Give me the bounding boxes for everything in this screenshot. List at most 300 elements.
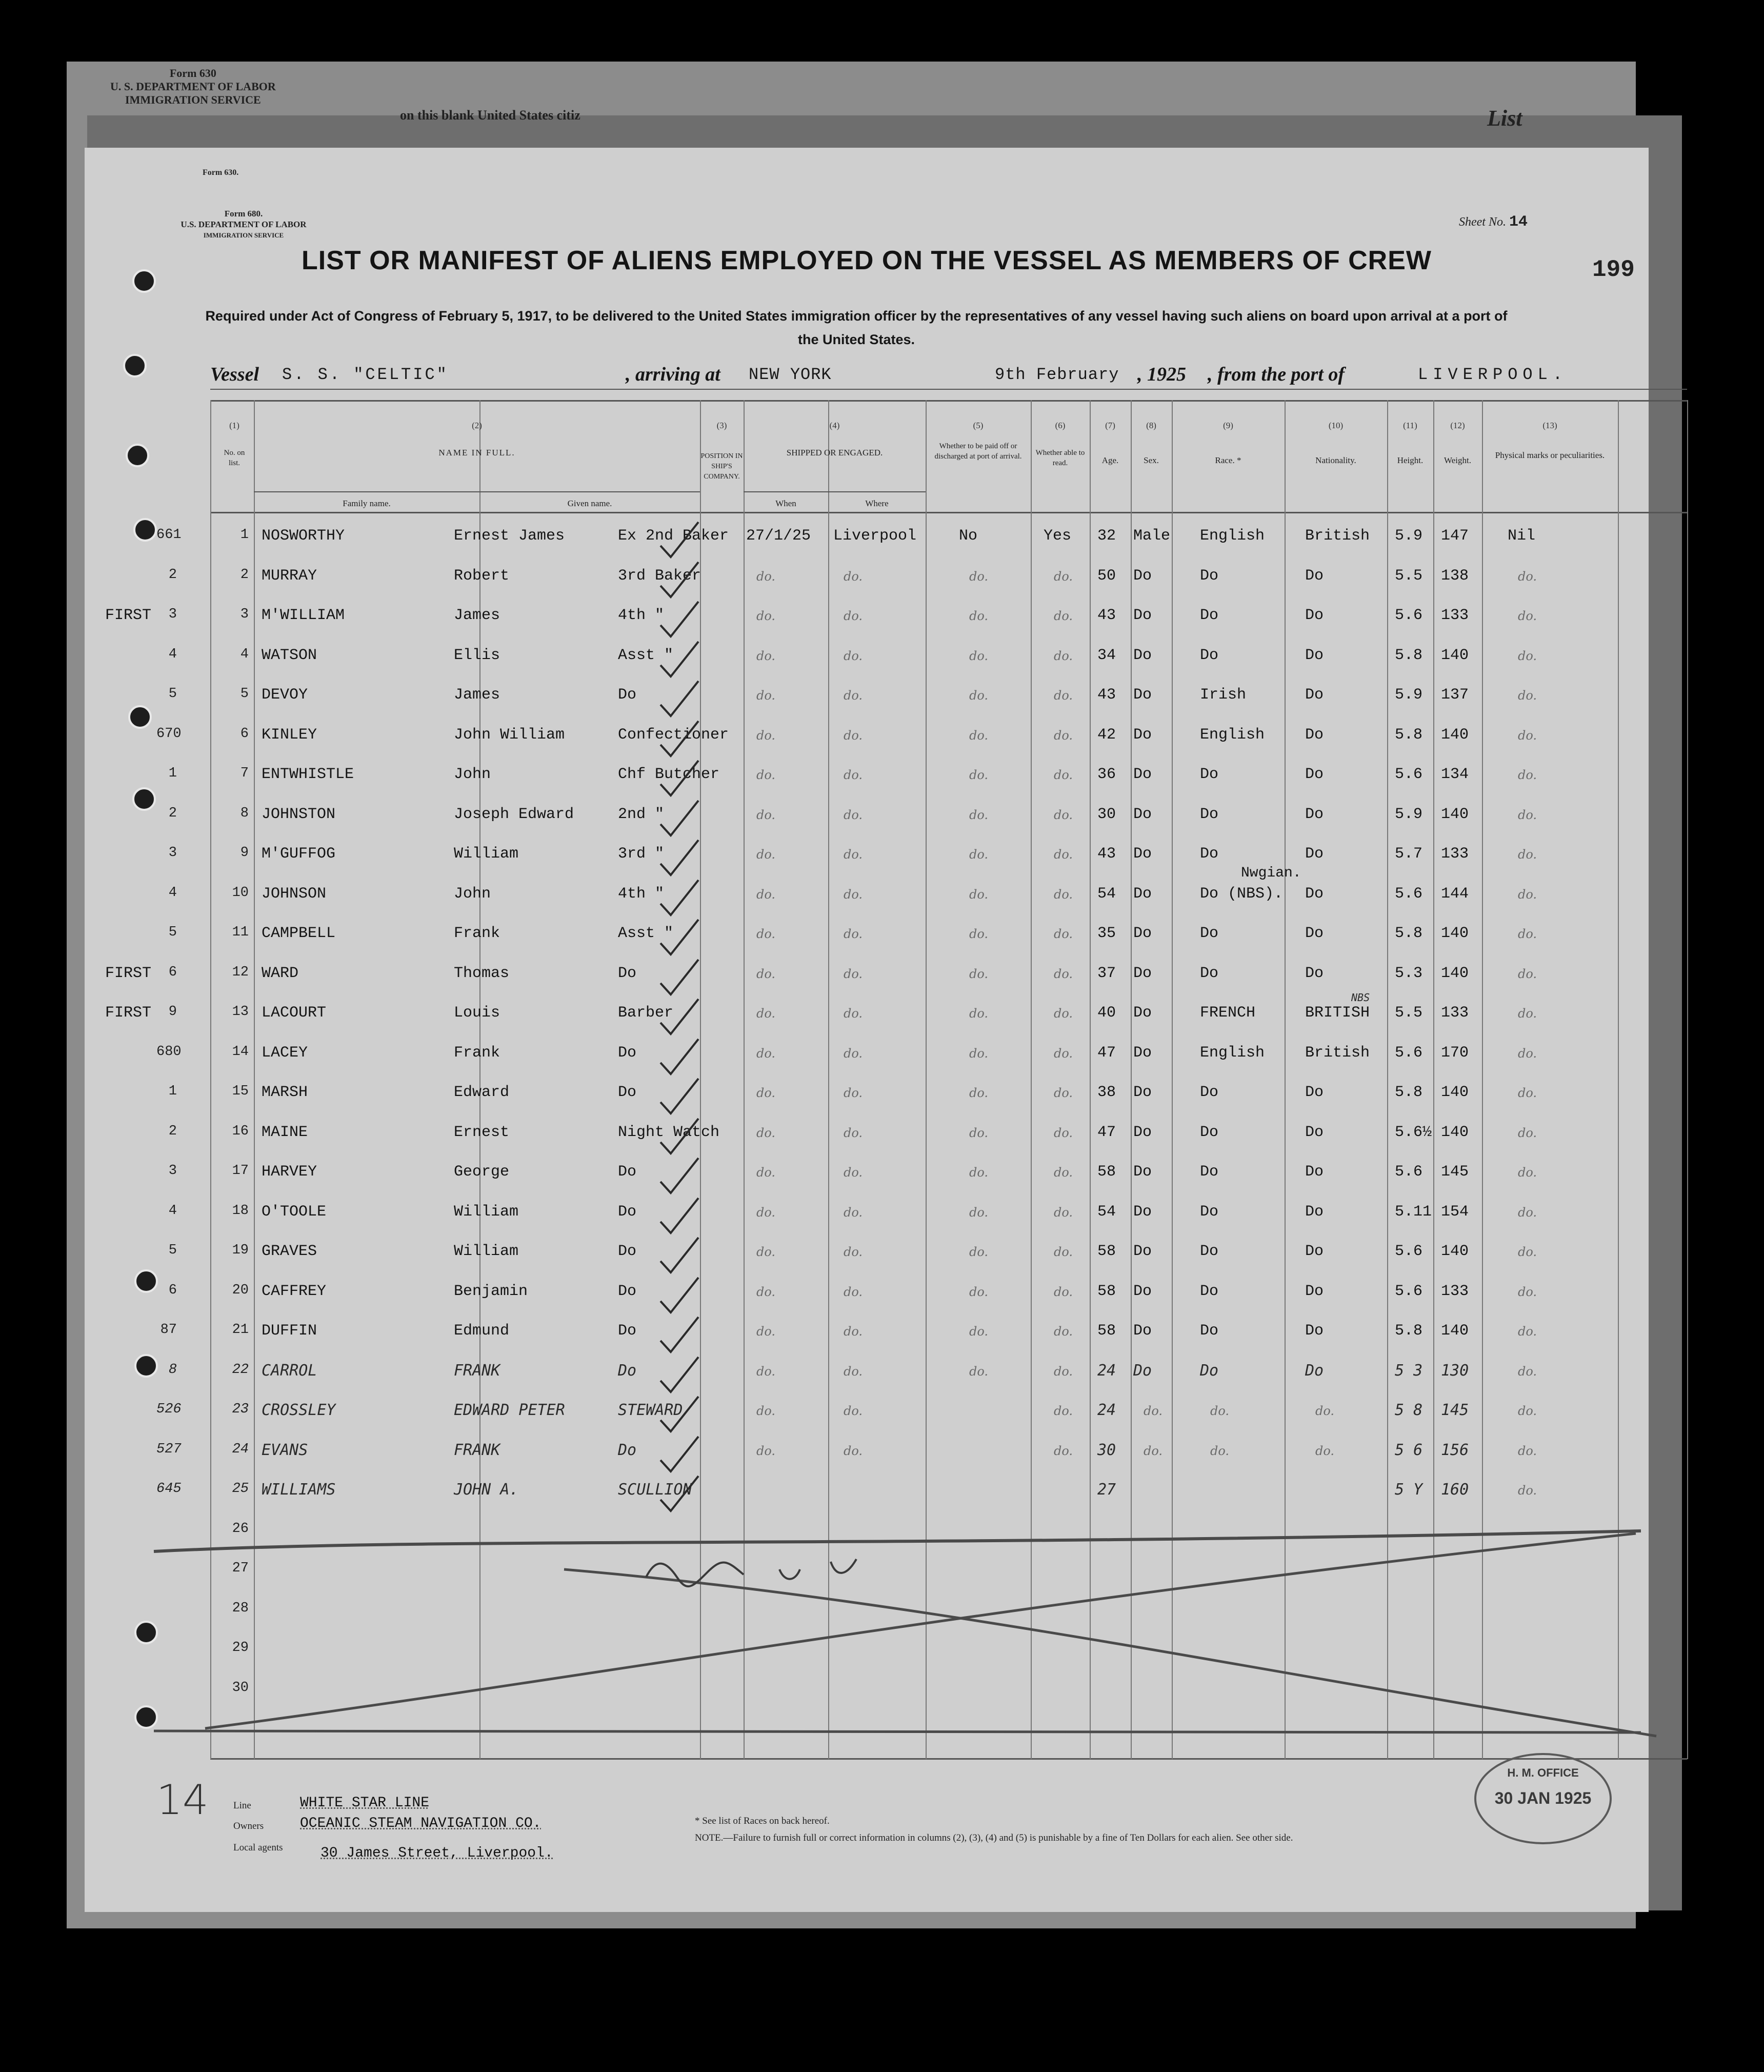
list-number: 30 — [232, 1680, 249, 1696]
family-name: WARD — [262, 964, 299, 982]
shipped-when: do. — [756, 728, 776, 743]
sex: Do — [1133, 1163, 1152, 1181]
paid-off: do. — [969, 609, 989, 623]
given-name: George — [454, 1163, 510, 1181]
height: 5.8 — [1395, 726, 1423, 744]
given-name: Edmund — [454, 1322, 510, 1340]
list-number: 2 — [240, 567, 249, 583]
nationality: Do — [1305, 567, 1324, 585]
position: Do — [618, 686, 637, 704]
list-number: 29 — [232, 1640, 249, 1656]
paid-off: do. — [969, 807, 989, 822]
col3-num: (3) — [716, 421, 727, 430]
given-name: JOHN A. — [454, 1481, 519, 1499]
position: Do — [618, 1243, 637, 1260]
family-name: O'TOOLE — [262, 1203, 327, 1221]
shipped-when: do. — [756, 1205, 776, 1220]
able-to-read: do. — [1054, 847, 1073, 862]
nationality: Do — [1305, 845, 1324, 863]
shipped-when: do. — [756, 688, 776, 703]
list-number: 23 — [232, 1402, 249, 1417]
shipped-when: do. — [756, 1245, 776, 1259]
physical-marks: do. — [1518, 927, 1537, 941]
margin-list-number: 526 — [156, 1402, 182, 1417]
able-to-read: do. — [1054, 1245, 1073, 1259]
shipped-where: do. — [844, 1284, 863, 1299]
shipped-where: do. — [844, 728, 863, 743]
back-service: IMMIGRATION SERVICE — [125, 93, 261, 106]
from-label: , from the port of — [1208, 364, 1345, 385]
position: Asst " — [618, 646, 674, 664]
height: 5.5 — [1395, 1004, 1423, 1022]
able-to-read: do. — [1054, 1165, 1073, 1180]
position: Do — [618, 1322, 637, 1340]
arriving-label: , arriving at — [626, 364, 720, 385]
age: 54 — [1097, 1203, 1116, 1221]
vessel-name: S. S. "CELTIC" — [282, 365, 449, 384]
list-number: 24 — [232, 1441, 249, 1457]
shipped-where: do. — [844, 1165, 863, 1180]
shipped-when: do. — [756, 1443, 776, 1458]
position: 3rd " — [618, 845, 665, 863]
weight: 133 — [1441, 607, 1469, 624]
weight: 144 — [1441, 885, 1469, 903]
margin-list-number: 527 — [156, 1441, 182, 1457]
list-number: 19 — [232, 1243, 249, 1258]
paid-off: do. — [969, 1125, 989, 1140]
physical-marks: do. — [1518, 688, 1537, 703]
weight: 147 — [1441, 527, 1469, 545]
margin-list-number: 2 — [168, 1123, 177, 1139]
given-name: Ellis — [454, 646, 500, 664]
physical-marks: do. — [1518, 887, 1537, 902]
height: 5.6 — [1395, 607, 1423, 624]
shipped-when: do. — [756, 1364, 776, 1379]
shipped-where: do. — [844, 927, 863, 941]
sheet-number-label: Sheet No. — [1459, 215, 1506, 229]
family-name: ENTWHISTLE — [262, 766, 354, 783]
sex: do. — [1144, 1404, 1163, 1418]
family-name: LACEY — [262, 1044, 308, 1062]
race: Do (NBS). — [1200, 885, 1284, 903]
able-to-read: do. — [1054, 728, 1073, 743]
family-name: CROSSLEY — [262, 1401, 336, 1419]
paid-off: do. — [969, 569, 989, 584]
col8-num: (8) — [1146, 421, 1156, 430]
list-number: 1 — [240, 527, 249, 543]
given-name: Louis — [454, 1004, 500, 1022]
nationality: British — [1305, 527, 1370, 545]
position: 4th " — [618, 607, 665, 624]
shipped-when: do. — [756, 966, 776, 981]
paid-off: do. — [969, 768, 989, 782]
list-number: 22 — [232, 1362, 249, 1378]
sex: Do — [1133, 1123, 1152, 1141]
sex: Do — [1133, 805, 1152, 823]
col9-label: Race. * — [1215, 455, 1241, 465]
paid-off: do. — [969, 1165, 989, 1180]
able-to-read: do. — [1054, 1324, 1073, 1339]
able-to-read: do. — [1054, 927, 1073, 941]
sheet-number-value: 14 — [1509, 213, 1528, 231]
physical-marks: do. — [1518, 1364, 1537, 1379]
age: 36 — [1097, 766, 1116, 783]
shipped-where: do. — [844, 1443, 863, 1458]
able-to-read: do. — [1054, 1205, 1073, 1220]
height: 5.6 — [1395, 885, 1423, 903]
family-name: CARROL — [262, 1361, 317, 1380]
nationality: Do — [1305, 805, 1324, 823]
age: 43 — [1097, 686, 1116, 704]
shipped-where: do. — [844, 569, 863, 584]
shipped-where: do. — [844, 1245, 863, 1259]
shipped-where: do. — [844, 966, 863, 981]
weight: 140 — [1441, 805, 1469, 823]
physical-marks: do. — [1518, 1284, 1537, 1299]
shipped-when: do. — [756, 1404, 776, 1418]
family-name: WILLIAMS — [262, 1481, 336, 1499]
physical-marks: do. — [1518, 1165, 1537, 1180]
col6-num: (6) — [1055, 421, 1066, 430]
nationality: Do — [1305, 1163, 1324, 1181]
family-name: MARSH — [262, 1084, 308, 1101]
height: 5.6 — [1395, 1282, 1423, 1300]
shipped-where: do. — [844, 1404, 863, 1418]
able-to-read: do. — [1054, 1086, 1073, 1100]
family-name: WATSON — [262, 646, 317, 664]
list-number: 13 — [232, 1004, 249, 1020]
manifest-subtitle: Required under Act of Congress of February 5, 1917, to be delivered to the United States immigration officer by the representatives of any vessel having such aliens on board upon arrival at a port of the United States. — [205, 308, 1508, 347]
nationality: Do — [1305, 726, 1324, 744]
margin-list-number: 2 — [168, 805, 177, 821]
margin-list-number: 670 — [156, 726, 182, 742]
race: English — [1200, 527, 1265, 545]
class-label: FIRST — [105, 964, 152, 982]
weight: 138 — [1441, 567, 1469, 585]
height: 5.9 — [1395, 686, 1423, 704]
age: 30 — [1097, 805, 1116, 823]
physical-marks: do. — [1518, 1245, 1537, 1259]
margin-list-number: 645 — [156, 1481, 182, 1497]
list-number: 14 — [232, 1044, 249, 1060]
given-name: FRANK — [454, 1361, 500, 1380]
shipped-when: do. — [756, 1086, 776, 1100]
race: Do — [1200, 964, 1219, 982]
col7-label: Age. — [1101, 455, 1119, 465]
sex: Male — [1133, 527, 1171, 545]
sex: Do — [1133, 1004, 1152, 1022]
paid-off: do. — [969, 1364, 989, 1379]
age: 40 — [1097, 1004, 1116, 1022]
position: SCULLION — [618, 1481, 692, 1499]
age: 58 — [1097, 1322, 1116, 1340]
shipped-where: do. — [844, 609, 863, 623]
shipped-when: do. — [756, 847, 776, 862]
shipped-when: do. — [756, 807, 776, 822]
weight: 140 — [1441, 925, 1469, 942]
weight: 140 — [1441, 964, 1469, 982]
given-name: Robert — [454, 567, 510, 585]
shipped-when: do. — [756, 927, 776, 941]
shipped-when: do. — [756, 768, 776, 782]
height: 5 6 — [1395, 1441, 1423, 1459]
list-number: 25 — [232, 1481, 249, 1497]
sex: Do — [1133, 766, 1152, 783]
sex: Do — [1133, 1044, 1152, 1062]
race: Do — [1200, 845, 1219, 863]
age: 43 — [1097, 845, 1116, 863]
physical-marks: Nil — [1508, 527, 1536, 545]
age: 54 — [1097, 885, 1116, 903]
nationality: do. — [1315, 1404, 1335, 1418]
col12-num: (12) — [1450, 421, 1465, 430]
margin-list-number: 4 — [168, 1203, 177, 1219]
stamp-date: 30 JAN 1925 — [1494, 1789, 1592, 1807]
shipped-where: do. — [844, 1006, 863, 1021]
sex: Do — [1133, 885, 1152, 903]
race: Do — [1200, 925, 1219, 942]
weight: 170 — [1441, 1044, 1469, 1062]
margin-list-number: 9 — [168, 1004, 177, 1020]
col13-num: (13) — [1542, 421, 1557, 430]
list-number: 6 — [240, 726, 249, 742]
col2-family-label: Family name. — [343, 499, 391, 508]
margin-list-number: 1 — [168, 1084, 177, 1099]
vessel-label: Vessel — [210, 364, 259, 385]
paid-off: do. — [969, 1205, 989, 1220]
position: Asst " — [618, 925, 674, 942]
margin-list-number: 2 — [168, 567, 177, 583]
family-name: EVANS — [262, 1441, 308, 1459]
sex: Do — [1133, 1084, 1152, 1101]
list-number: 3 — [240, 607, 249, 622]
nationality: Do — [1305, 1322, 1324, 1340]
race: do. — [1210, 1404, 1230, 1418]
nationality: do. — [1315, 1443, 1335, 1458]
paid-off: do. — [969, 1245, 989, 1259]
col10-label: Nationality. — [1315, 455, 1356, 465]
line-label: Line — [233, 1800, 251, 1811]
physical-marks: do. — [1518, 648, 1537, 663]
position: 3rd Baker — [618, 567, 701, 585]
race-note: Nwgian. — [1241, 865, 1301, 881]
position: Confectioner — [618, 726, 729, 744]
race: Do — [1200, 1243, 1219, 1260]
race: Do — [1200, 646, 1219, 664]
sex: Do — [1133, 1243, 1152, 1260]
able-to-read: do. — [1054, 1404, 1073, 1418]
height: 5.6 — [1395, 1163, 1423, 1181]
age: 58 — [1097, 1163, 1116, 1181]
family-name: MAINE — [262, 1123, 308, 1141]
family-name: M'GUFFOG — [262, 845, 336, 863]
back-sheet-text: on this blank United States citiz — [400, 108, 580, 123]
shipped-when: 27/1/25 — [746, 527, 811, 545]
col6-label: Whether able to read. — [1035, 449, 1085, 467]
paid-off: do. — [969, 966, 989, 981]
sex: Do — [1133, 686, 1152, 704]
height: 5.9 — [1395, 805, 1423, 823]
age: 47 — [1097, 1123, 1116, 1141]
col1-num: (1) — [229, 421, 239, 430]
physical-marks: do. — [1518, 1205, 1537, 1220]
race: Do — [1200, 766, 1219, 783]
height: 5.6 — [1395, 766, 1423, 783]
height: 5.8 — [1395, 646, 1423, 664]
paid-off: do. — [969, 847, 989, 862]
age: 27 — [1097, 1481, 1116, 1499]
margin-list-number: 6 — [168, 964, 177, 980]
paid-off: do. — [969, 1324, 989, 1339]
nationality: Do — [1305, 686, 1324, 704]
shipped-where: do. — [844, 648, 863, 663]
nationality: Do — [1305, 766, 1324, 783]
dept-label: U.S. DEPARTMENT OF LABOR — [181, 220, 307, 229]
shipped-where: do. — [844, 847, 863, 862]
given-name: John — [454, 766, 491, 783]
physical-marks: do. — [1518, 1086, 1537, 1100]
margin-list-number: 3 — [168, 1163, 177, 1179]
race: FRENCH — [1200, 1004, 1256, 1022]
margin-list-number: 6 — [168, 1282, 177, 1298]
height: 5 Y — [1395, 1481, 1423, 1499]
physical-marks: do. — [1518, 768, 1537, 782]
paid-off: do. — [969, 887, 989, 902]
weight: 140 — [1441, 1084, 1469, 1101]
height: 5.6 — [1395, 1243, 1423, 1260]
back-form-number: Form 630 — [169, 67, 216, 79]
physical-marks: do. — [1518, 1125, 1537, 1140]
able-to-read: do. — [1054, 1046, 1073, 1061]
weight: 140 — [1441, 1123, 1469, 1141]
family-name: HARVEY — [262, 1163, 317, 1181]
race: Do — [1200, 607, 1219, 624]
sex: Do — [1133, 1203, 1152, 1221]
able-to-read: do. — [1054, 768, 1073, 782]
weight: 140 — [1441, 646, 1469, 664]
position: Night Watch — [618, 1123, 720, 1141]
from-port: LIVERPOOL. — [1418, 365, 1568, 384]
shipped-where: do. — [844, 1324, 863, 1339]
col4-where-label: Where — [865, 499, 889, 508]
list-number: 10 — [232, 885, 249, 901]
given-name: William — [454, 1203, 519, 1221]
list-number: 17 — [232, 1163, 249, 1179]
agents-label: Local agents — [233, 1842, 283, 1853]
list-number: 4 — [240, 646, 249, 662]
nationality-note: NBS — [1351, 991, 1370, 1004]
weight: 145 — [1441, 1163, 1469, 1181]
race: Do — [1200, 1163, 1219, 1181]
list-number: 12 — [232, 964, 249, 980]
shipped-where: do. — [844, 688, 863, 703]
height: 5.6 — [1395, 1044, 1423, 1062]
family-name: LACOURT — [262, 1004, 327, 1022]
col2-given-label: Given name. — [567, 499, 612, 508]
age: 37 — [1097, 964, 1116, 982]
family-name: GRAVES — [262, 1243, 317, 1260]
race: Do — [1200, 1322, 1219, 1340]
position: 4th " — [618, 885, 665, 903]
list-number: 21 — [232, 1322, 249, 1338]
able-to-read: do. — [1054, 887, 1073, 902]
margin-list-number: 4 — [168, 646, 177, 662]
handwritten-sheet-mark: 14 — [156, 1776, 209, 1824]
race: do. — [1210, 1443, 1230, 1458]
weight: 133 — [1441, 1282, 1469, 1300]
race: Do — [1200, 1123, 1219, 1141]
position: Do — [618, 964, 637, 982]
age: 35 — [1097, 925, 1116, 942]
race: Do — [1200, 1282, 1219, 1300]
shipped-when: do. — [756, 1125, 776, 1140]
able-to-read: do. — [1054, 569, 1073, 584]
weight: 133 — [1441, 845, 1469, 863]
position: Chf Butcher — [618, 766, 720, 783]
age: 24 — [1097, 1361, 1116, 1380]
sex: Do — [1133, 726, 1152, 744]
list-number: 9 — [240, 845, 249, 861]
race: Do — [1200, 805, 1219, 823]
able-to-read: Yes — [1044, 527, 1072, 545]
able-to-read: do. — [1054, 688, 1073, 703]
physical-marks: do. — [1518, 966, 1537, 981]
able-to-read: do. — [1054, 1284, 1073, 1299]
family-name: M'WILLIAM — [262, 607, 345, 624]
sex: Do — [1133, 925, 1152, 942]
form-number: Form 680. — [224, 209, 263, 218]
list-number: 16 — [232, 1123, 249, 1139]
physical-marks: do. — [1518, 1324, 1537, 1339]
height: 5.11 — [1395, 1203, 1432, 1221]
shipped-where: do. — [844, 807, 863, 822]
position: Barber — [618, 1004, 674, 1022]
family-name: JOHNSTON — [262, 805, 336, 823]
given-name: Frank — [454, 925, 500, 942]
shipped-where: Liverpool — [833, 527, 917, 545]
margin-list-number: 661 — [156, 527, 182, 543]
physical-marks: do. — [1518, 847, 1537, 862]
position: STEWARD — [618, 1401, 683, 1419]
height: 5.3 — [1395, 964, 1423, 982]
weight: 145 — [1441, 1401, 1469, 1419]
shipped-when: do. — [756, 609, 776, 623]
weight: 156 — [1441, 1441, 1469, 1459]
manifest-title: LIST OR MANIFEST OF ALIENS EMPLOYED ON THE VESSEL AS MEMBERS OF CREW — [302, 246, 1432, 275]
nationality: Do — [1305, 1084, 1324, 1101]
physical-marks: do. — [1518, 569, 1537, 584]
weight: 154 — [1441, 1203, 1469, 1221]
paid-off: do. — [969, 1046, 989, 1061]
age: 42 — [1097, 726, 1116, 744]
col11-num: (11) — [1403, 421, 1417, 430]
list-number: 28 — [232, 1600, 249, 1616]
list-tab: List — [1487, 106, 1522, 131]
shipped-where: do. — [844, 887, 863, 902]
sex: Do — [1133, 1322, 1152, 1340]
age: 43 — [1097, 607, 1116, 624]
shipped-when: do. — [756, 648, 776, 663]
given-name: James — [454, 607, 500, 624]
height: 5.9 — [1395, 527, 1423, 545]
weight: 160 — [1441, 1481, 1469, 1499]
able-to-read: do. — [1054, 1364, 1073, 1379]
weight: 140 — [1441, 726, 1469, 744]
position: Do — [618, 1203, 637, 1221]
shipped-where: do. — [844, 1086, 863, 1100]
shipped-where: do. — [844, 1046, 863, 1061]
col3-label: POSITION IN SHIP'S COMPANY. — [700, 452, 743, 481]
